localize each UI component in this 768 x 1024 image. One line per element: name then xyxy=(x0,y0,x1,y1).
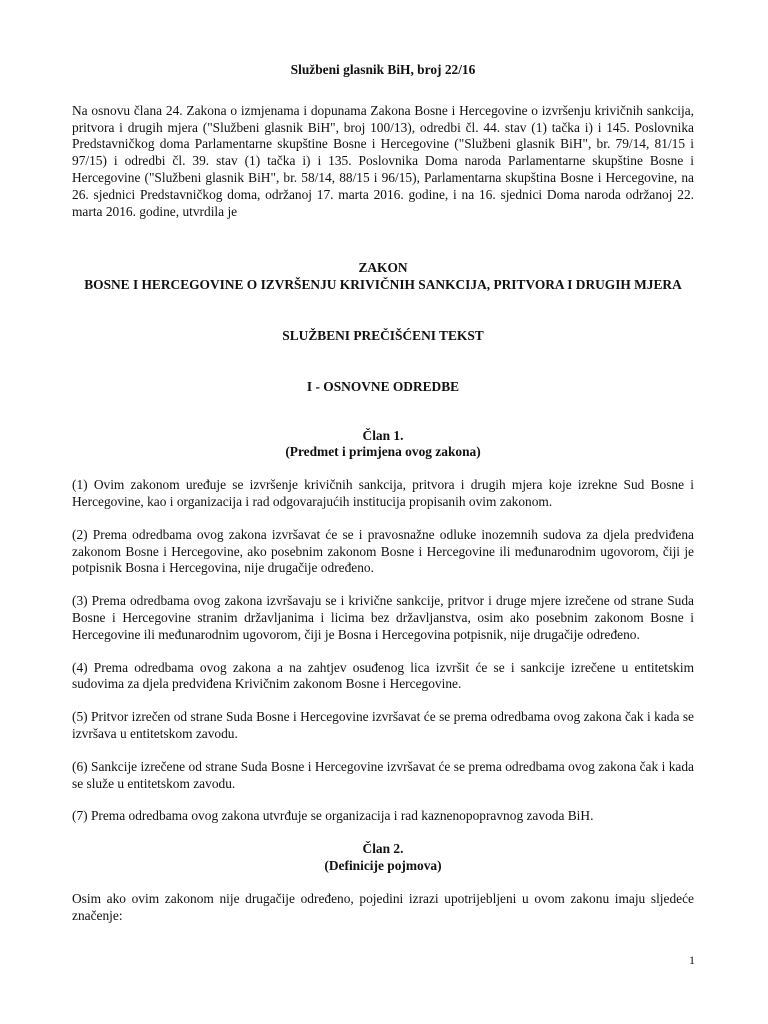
article-2-number: Član 2. xyxy=(362,841,404,857)
document-subtitle: SLUŽBENI PREČIŠĆENI TEKST xyxy=(282,327,484,343)
law-title xyxy=(72,260,694,294)
article-1-title: (Predmet i primjena ovog zakona) xyxy=(285,444,481,460)
part-heading: I - OSNOVNE ODREDBE xyxy=(306,378,460,394)
law-title-line-2: BOSNE I HERCEGOVINE O IZVRŠENJU KRIVIČNIH SANKCIJA, PRITVORA I DRUGIH MJERA xyxy=(84,277,682,293)
article-2-heading xyxy=(72,841,694,875)
article-1-paragraph-5: (5) Pritvor izrečen od strane Suda Bosne i Hercegovine izvršavat će se prema odredbama ovog zakona čak i kada se izvršava u entitetskom zavodu. xyxy=(72,709,694,741)
intro-paragraph: Na osnovu člana 24. Zakona o izmjenama i dopunama Zakona Bosne i Hercegovine o izvršenju krivičnih sankcija, pritvora i drugih mjera ("Službeni glasnik BiH", broj 100/13), odredbi čl. 44. stav (1) tačka i) i 145. Poslovnika Predstavničkog doma Parlamentarne skupštine Bosne i Hercegovine ("Službeni glasnik BiH", br. 79/14, 81/15 i 97/15) i odredbi čl. 39. stav (1) tačka i) i 135. Poslovnika Doma naroda Parlamentarne skupštine Bosne i Hercegovine ("Službeni glasnik BiH", br. 58/14, 88/15 i 96/15), Parlamentarna skupština Bosne i Hercegovine, na 26. sjednici Predstavničkog doma, održanoj 17. marta 2016. godine, i na 16. sjednici Doma naroda održanoj 22. marta 2016. godine, utvrdila je xyxy=(72,102,694,219)
gazette-header: Službeni glasnik BiH, broj 22/16 xyxy=(290,62,476,77)
article-1-paragraph-2: (2) Prema odredbama ovog zakona izvršavat će se i pravosnažne odluke inozemnih sudova za djela predviđena zakonom Bosne i Hercegovine, ako posebnim zakonom Bosne i Hercegovine ili međunarodnim ugovorom, čiji je potpisnik Bosna i Hercegovina, nije drugačije određeno. xyxy=(72,526,694,576)
page-number: 1 xyxy=(689,953,695,967)
article-1-number: Član 1. xyxy=(362,427,404,443)
article-1-paragraph-7: (7) Prema odredbama ovog zakona utvrđuje se organizacija i rad kaznenopopravnog zavoda BiH. xyxy=(72,808,594,824)
article-1-paragraph-6: (6) Sankcije izrečene od strane Suda Bosne i Hercegovine izvršavat će se prema odredbama ovog zakona čak i kada se služe u entitetskom zavodu. xyxy=(72,758,694,791)
law-title-line-1: ZAKON xyxy=(358,260,408,276)
document-page xyxy=(72,62,694,940)
article-1-paragraph-3: (3) Prema odredbama ovog zakona izvršavaju se i krivične sankcije, pritvor i druge mjere izrečene od strane Suda Bosne i Hercegovine stranim državljanima i licima bez državljanstva, osim ako posebnim zakonom Bosne i Hercegovine ili međunarodnim ugovorom, čiji je Bosna i Hercegovina potpisnik, nije drugačije određeno. xyxy=(72,593,694,642)
article-1-paragraph-1: (1) Ovim zakonom uređuje se izvršenje krivičnih sankcija, pritvora i drugih mjera koje izrekne Sud Bosne i Hercegovine, kao i organizacija i rad odgovarajućih institucija propisanih ovim zakonom. xyxy=(72,477,694,509)
article-2-title: (Definicije pojmova) xyxy=(324,857,442,873)
article-1-heading xyxy=(72,428,694,462)
article-1-paragraph-4: (4) Prema odredbama ovog zakona a na zahtjev osuđenog lica izvršit će se i sankcije izrečene u entitetskim sudovima za djela predviđena Krivičnim zakonom Bosne i Hercegovine. xyxy=(72,659,694,692)
article-2-paragraph-1: Osim ako ovim zakonom nije drugačije određeno, pojedini izrazi upotrijebljeni u ovom zakonu imaju sljedeće značenje: xyxy=(72,890,694,923)
